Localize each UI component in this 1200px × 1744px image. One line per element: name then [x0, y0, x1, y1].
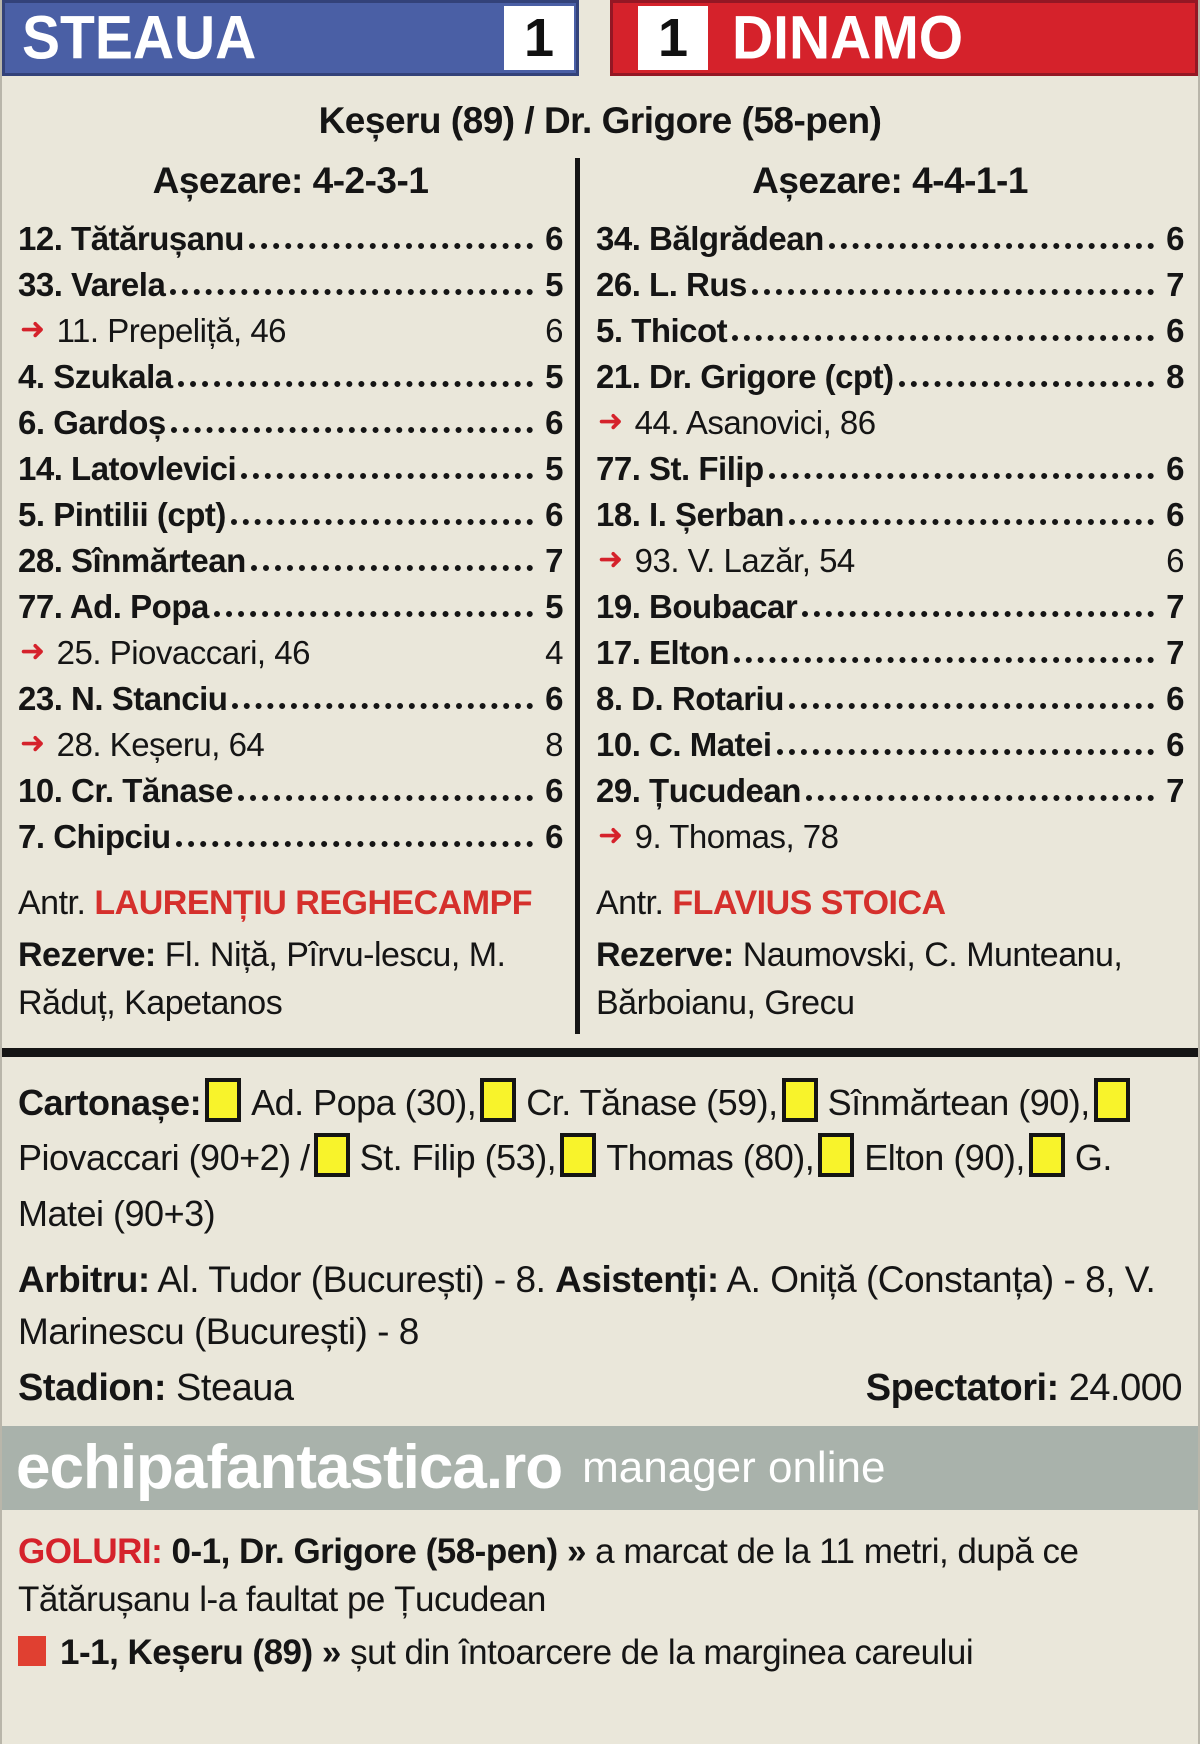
chevron-separator: » [321, 1632, 341, 1672]
player-rating: 5 [545, 358, 563, 395]
player-rating: 7 [1166, 772, 1184, 809]
referee-name: Al. Tudor (București) - 8. [157, 1258, 546, 1300]
player-row [18, 626, 563, 672]
home-reserves [18, 931, 563, 1028]
away-reserves [596, 931, 1184, 1028]
dot-leader [734, 657, 1154, 663]
player-name: 11. Prepeliță, 46 [56, 312, 287, 349]
player-row [596, 304, 1184, 350]
booked-player-name: Piovaccari (90+2) / [18, 1137, 310, 1179]
dot-leader [732, 335, 1154, 341]
booked-player-name: St. Filip (53), [359, 1137, 557, 1179]
away-team-name: DINAMO [732, 3, 964, 73]
away-formation: Așezare: 4-4-1-1 [752, 160, 1028, 201]
yellow-card-icon [1029, 1133, 1065, 1177]
substitution-arrow-icon: ➜ [20, 727, 45, 760]
dot-leader [769, 473, 1154, 479]
player-rating: 8 [545, 726, 563, 763]
dot-leader [777, 749, 1154, 755]
player-name: 14. Latovlevici [18, 450, 237, 487]
player-rating: 6 [1166, 220, 1184, 257]
spectators-label: Spectatori: [865, 1366, 1059, 1409]
goal-entry [18, 1629, 1182, 1677]
player-name: 6. Gardoș [18, 404, 166, 441]
dot-leader [249, 243, 533, 249]
booked-player [310, 1137, 557, 1178]
yellow-card-icon [314, 1133, 350, 1177]
coach-label: Antr. [18, 884, 86, 922]
dot-leader [231, 519, 533, 525]
player-row [18, 304, 563, 350]
player-name: 26. L. Rus [596, 266, 747, 303]
player-row [596, 718, 1184, 764]
player-name: 28. Keșeru, 64 [56, 726, 265, 763]
player-rating: 7 [1166, 266, 1184, 303]
dot-leader [232, 703, 533, 709]
referee-label: Arbitru: [18, 1258, 150, 1300]
sponsor-tagline: manager online [582, 1442, 886, 1492]
player-row [18, 810, 563, 856]
player-row [18, 488, 563, 534]
dot-leader [899, 381, 1154, 387]
player-name: 5. Thicot [596, 312, 728, 349]
player-row [596, 672, 1184, 718]
player-row [596, 350, 1184, 396]
dot-leader [176, 841, 533, 847]
booked-player-name: Elton (90), [864, 1137, 1025, 1179]
home-formation: Așezare: 4-2-3-1 [152, 160, 429, 201]
substitution-arrow-icon: ➜ [20, 635, 45, 668]
player-rating: 4 [545, 634, 563, 671]
stadium-label: Stadion: [18, 1366, 166, 1409]
player-name: 44. Asanovici, 86 [634, 404, 876, 441]
yellow-card-icon [1094, 1078, 1130, 1122]
player-rating: 7 [545, 542, 563, 579]
away-team-bar [610, 0, 1198, 76]
booked-player [476, 1082, 777, 1123]
player-name: 93. V. Lazăr, 54 [634, 542, 855, 579]
dot-leader [214, 611, 533, 617]
player-name: 18. I. Șerban [596, 496, 784, 533]
player-row [18, 442, 563, 488]
player-rating: 6 [545, 772, 563, 809]
player-name: 10. Cr. Tănase [18, 772, 233, 809]
goals-label: GOLURI: [18, 1531, 163, 1571]
yellow-card-icon [818, 1133, 854, 1177]
dot-leader [789, 703, 1154, 709]
goal-bullet-icon [18, 1636, 46, 1666]
stadium [18, 1367, 294, 1410]
lineups [2, 150, 1198, 1034]
reserves-label: Rezerve: [18, 936, 156, 974]
player-row [18, 258, 563, 304]
player-name: 9. Thomas, 78 [634, 818, 839, 855]
player-name: 21. Dr. Grigore (cpt) [596, 358, 894, 395]
player-name: 28. Sînmărtean [18, 542, 246, 579]
player-rating: 6 [545, 312, 563, 349]
player-name: 19. Boubacar [596, 588, 798, 625]
player-rating: 6 [545, 404, 563, 441]
officials-section [2, 1244, 1198, 1359]
player-row [596, 442, 1184, 488]
goal-description: șut din întoarcere de la marginea careului [350, 1632, 974, 1672]
player-name: 25. Piovaccari, 46 [56, 634, 310, 671]
yellow-card-icon [782, 1078, 818, 1122]
dot-leader [241, 473, 533, 479]
player-rating: 6 [1166, 496, 1184, 533]
player-name: 77. Ad. Popa [18, 588, 209, 625]
yellow-card-icon [205, 1078, 241, 1122]
player-row [18, 764, 563, 810]
goal-description: a marcat de la 11 metri, după ce Tătărușanu l-a faultat pe Țucudean [18, 1531, 1079, 1620]
player-rating: 6 [545, 818, 563, 855]
player-row [596, 580, 1184, 626]
player-rating: 5 [545, 588, 563, 625]
player-row [18, 534, 563, 580]
player-name: 33. Varela [18, 266, 166, 303]
sponsor-banner [2, 1426, 1198, 1510]
home-team-name: STEAUA [22, 3, 257, 73]
home-coach-name: LAURENȚIU REGHECAMPF [94, 884, 533, 922]
goalscorers-line: Keșeru (89) / Dr. Grigore (58-pen) [318, 100, 882, 141]
away-score-box [638, 6, 708, 70]
player-name: 17. Elton [596, 634, 730, 671]
home-score: 1 [523, 8, 555, 68]
booked-player-name: Cr. Tănase (59), [526, 1081, 778, 1123]
yellow-card-icon [560, 1133, 596, 1177]
player-row [18, 672, 563, 718]
player-row [18, 212, 563, 258]
player-row [596, 488, 1184, 534]
cards-label: Cartonașe: [18, 1081, 202, 1123]
player-row [596, 810, 1184, 856]
away-score: 1 [657, 8, 689, 68]
goal-score: 1-1, Keșeru (89) [60, 1632, 313, 1672]
goal-entry [18, 1528, 1182, 1625]
player-row [596, 396, 1184, 442]
dot-leader [789, 519, 1154, 525]
section-divider [2, 1048, 1198, 1057]
player-rating: 6 [1166, 680, 1184, 717]
home-coach-line [18, 884, 563, 923]
dot-leader [178, 381, 533, 387]
player-row [596, 258, 1184, 304]
substitution-arrow-icon: ➜ [598, 543, 623, 576]
player-rating: 6 [545, 496, 563, 533]
player-rating: 6 [1166, 450, 1184, 487]
booked-player-name: Thomas (80), [606, 1137, 815, 1179]
player-name: 29. Țucudean [596, 772, 801, 809]
yellow-card-icon [480, 1078, 516, 1122]
player-rating: 5 [545, 266, 563, 303]
player-rating: 5 [545, 450, 563, 487]
player-row [18, 580, 563, 626]
booked-player [778, 1082, 1090, 1123]
player-row [596, 626, 1184, 672]
away-coach-name: FLAVIUS STOICA [672, 884, 946, 922]
dot-leader [251, 565, 533, 571]
player-rating: 6 [545, 220, 563, 257]
substitution-arrow-icon: ➜ [20, 313, 45, 346]
booked-player [201, 1082, 476, 1123]
player-rating: 7 [1166, 588, 1184, 625]
player-name: 23. N. Stanciu [18, 680, 228, 717]
dot-leader [171, 427, 533, 433]
booked-player [814, 1137, 1025, 1178]
chevron-separator: » [566, 1531, 586, 1571]
home-team-bar [2, 0, 579, 76]
reserves-label: Rezerve: [596, 936, 734, 974]
player-rating: 7 [1166, 634, 1184, 671]
player-row [596, 534, 1184, 580]
player-rating: 6 [545, 680, 563, 717]
player-name: 5. Pintilii (cpt) [18, 496, 226, 533]
away-reserves-names: Naumovski, C. Munteanu, Bărboianu, Grecu [596, 936, 1123, 1023]
spectators [866, 1367, 1182, 1410]
cards-section [2, 1057, 1198, 1244]
player-name: 34. Bălgrădean [596, 220, 824, 257]
venue-section [2, 1359, 1198, 1426]
player-row [596, 764, 1184, 810]
player-name: 12. Tătărușanu [18, 220, 244, 257]
home-reserves-names: Fl. Niță, Pîrvu-lescu, M. Răduț, Kapetanos [18, 936, 506, 1023]
dot-leader [829, 243, 1154, 249]
player-name: 4. Szukala [18, 358, 173, 395]
substitution-arrow-icon: ➜ [598, 819, 623, 852]
away-coach-line [596, 884, 1184, 923]
player-name: 8. D. Rotariu [596, 680, 784, 717]
home-score-box [504, 6, 574, 70]
dot-leader [170, 289, 533, 295]
goal-score: 0-1, Dr. Grigore (58-pen) [171, 1531, 558, 1571]
booked-player-name: G. Matei (90+3) [18, 1137, 1112, 1235]
booked-player-name: Ad. Popa (30), [251, 1081, 477, 1123]
score-header [2, 0, 1198, 76]
player-row [596, 212, 1184, 258]
player-row [18, 396, 563, 442]
away-player-list [596, 212, 1184, 856]
player-rating: 6 [1166, 726, 1184, 763]
dot-leader [802, 611, 1154, 617]
player-row [18, 350, 563, 396]
player-rating: 6 [1166, 542, 1184, 579]
home-player-list [18, 212, 563, 856]
stadium-name: Steaua [176, 1366, 294, 1409]
booked-player-name: Sînmărtean (90), [827, 1081, 1090, 1123]
spectators-count: 24.000 [1068, 1366, 1182, 1409]
player-name: 7. Chipciu [18, 818, 171, 855]
away-lineup [580, 158, 1198, 1034]
player-name: 10. C. Matei [596, 726, 772, 763]
player-name: 77. St. Filip [596, 450, 764, 487]
sponsor-site-name: echipafantastica.ro [16, 1433, 563, 1503]
assistants-names: A. Oniță (Constanța) - 8, V. Marinescu (București) - 8 [18, 1258, 1156, 1353]
dot-leader [752, 289, 1154, 295]
player-rating: 6 [1166, 312, 1184, 349]
goals-section [2, 1510, 1198, 1677]
player-row [18, 718, 563, 764]
substitution-arrow-icon: ➜ [598, 405, 623, 438]
assistants-label: Asistenți: [555, 1258, 719, 1300]
dot-leader [806, 795, 1154, 801]
dot-leader [238, 795, 533, 801]
player-rating: 8 [1166, 358, 1184, 395]
coach-label: Antr. [596, 884, 664, 922]
booked-player [556, 1137, 814, 1178]
home-lineup [2, 158, 580, 1034]
